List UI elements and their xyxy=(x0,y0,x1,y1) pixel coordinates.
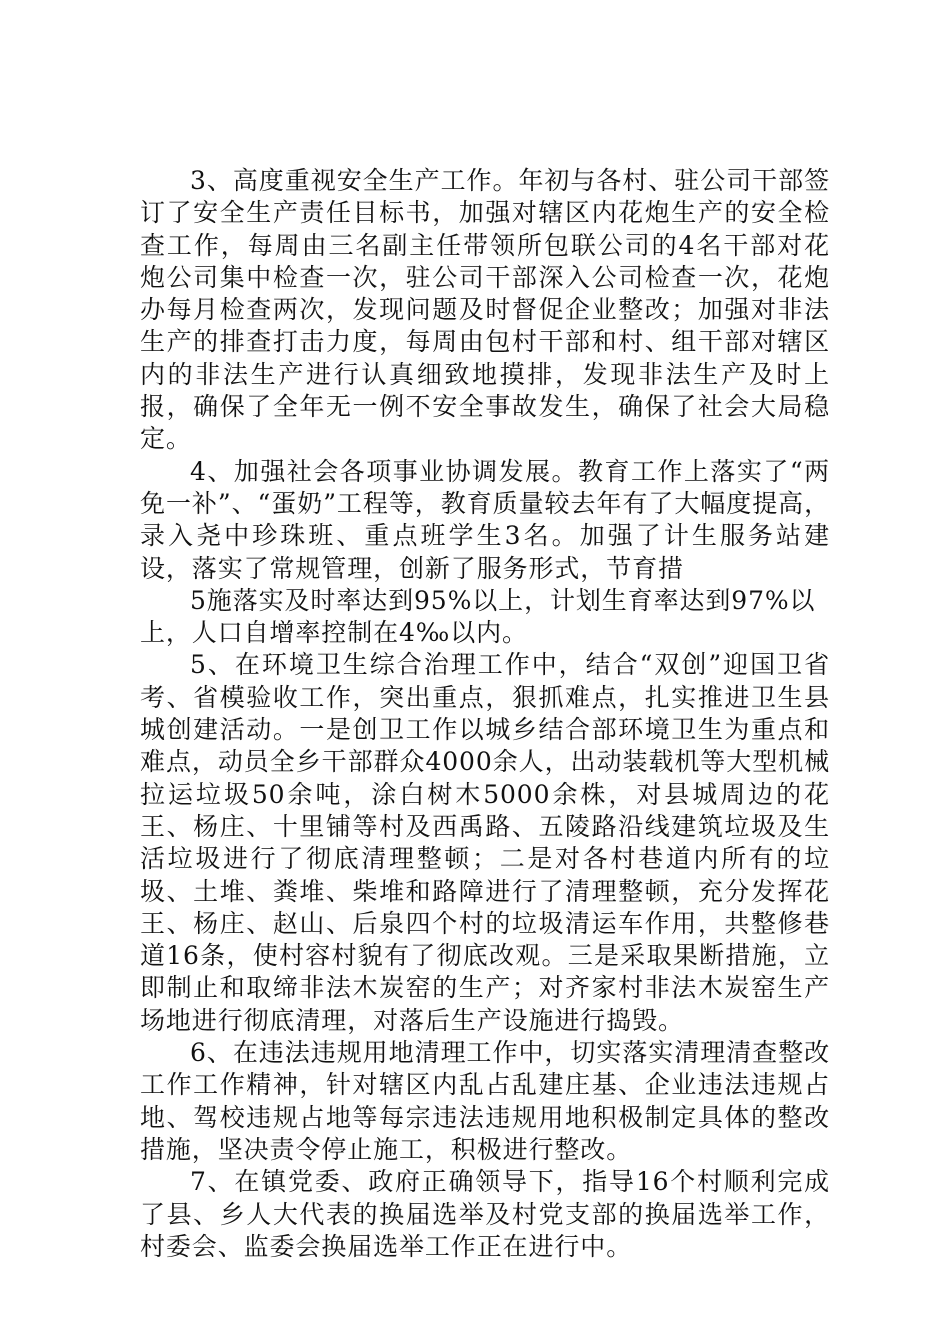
paragraph-land-use-cleanup: 6、在违法违规用地清理工作中，切实落实清理清查整改工作工作精神，针对辖区内乱占乱建庄基、企业违法违规占地、驾校违规占地等每宗违法违规用地积极制定具体的整改措施，坚决责令停止施工，积极进行整改。 xyxy=(140,1038,830,1164)
paragraph-environmental-sanitation: 5、在环境卫生综合治理工作中，结合“双创”迎国卫省考、省模验收工作，突出重点，狠抓难点，扎实推进卫生县城创建活动。一是创卫工作以城乡结合部环境卫生为重点和难点，动员全乡干部群众4000余人，出动装载机等大型机械拉运垃圾50余吨，涂白树木5000余株，对县城周边的花王、杨庄、十里铺等村及西禹路、五陵路沿线建筑垃圾及生活垃圾进行了彻底清理整顿；二是对各村巷道内所有的垃圾、土堆、粪堆、柴堆和路障进行了清理整顿，充分发挥花王、杨庄、赵山、后泉四个村的垃圾清运车作用，共整修巷道16条，使村容村貌有了彻底改观。三是采取果断措施，立即制止和取缔非法木炭窑的生产；对齐家村非法木炭窑生产场地进行彻底清理，对落后生产设施进行捣毁。 xyxy=(140,650,830,1035)
paragraph-social-development: 4、加强社会各项事业协调发展。教育工作上落实了“两免一补”、“蛋奶”工程等，教育质量较去年有了大幅度提高，录入尧中珍珠班、重点班学生3名。加强了计生服务站建设，落实了常规管理，创新了服务形式，节育措 xyxy=(140,456,830,583)
paragraph-elections: 7、在镇党委、政府正确领导下，指导16个村顺利完成了县、乡人大代表的换届选举及村党支部的换届选举工作，村委会、监委会换届选举工作正在进行中。 xyxy=(140,1167,830,1261)
document-body xyxy=(140,165,830,1263)
paragraph-safety-production: 3、高度重视安全生产工作。年初与各村、驻公司干部签订了安全生产责任目标书，加强对辖区内花炮生产的安全检查工作，每周由三名副主任带领所包联公司的4名干部对花炮公司集中检查一次，驻公司干部深入公司检查一次，花炮办每月检查两次，发现问题及时督促企业整改；加强对非法生产的排查打击力度，每周由包村干部和村、组干部对辖区内的非法生产进行认真细致地摸排，发现非法生产及时上报，确保了全年无一例不安全事故发生，确保了社会大局稳定。 xyxy=(140,166,830,454)
paragraph-family-planning-rate: 5施落实及时率达到95%以上，计划生育率达到97%以上，人口自增率控制在4‰以内。 xyxy=(140,585,816,648)
